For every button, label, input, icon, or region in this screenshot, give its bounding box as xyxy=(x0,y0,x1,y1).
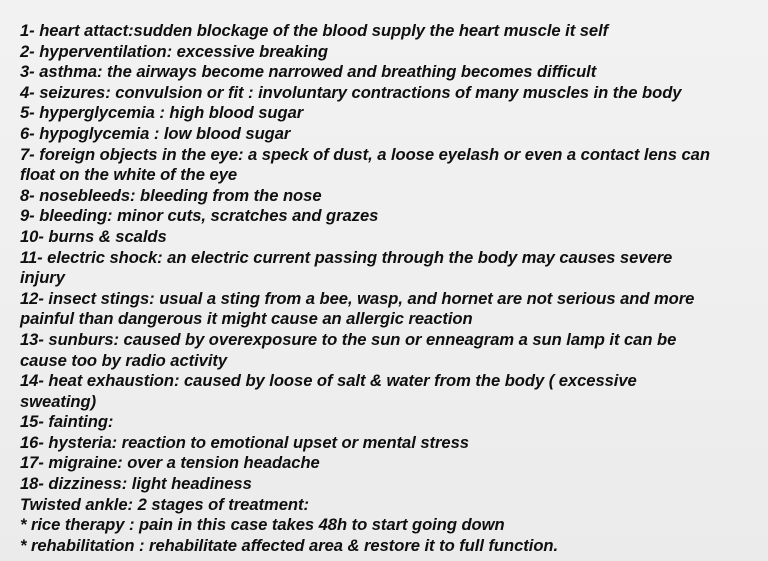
note-line: 14- heat exhaustion: caused by loose of salt & water from the body ( excessive xyxy=(20,371,637,391)
note-line: 5- hyperglycemia : high blood sugar xyxy=(20,103,304,123)
note-line: * rehabilitation : rehabilitate affected area & restore it to full function. xyxy=(20,535,559,555)
note-line: 6- hypoglycemia : low blood sugar xyxy=(20,123,291,143)
note-line: 11- electric shock: an electric current passing through the body may causes severe xyxy=(20,247,673,267)
note-line: cause too by radio activity xyxy=(20,350,228,370)
note-line: 4- seizures: convulsion or fit : involuntary contractions of many muscles in the body xyxy=(20,82,682,102)
note-line: 7- foreign objects in the eye: a speck of dust, a loose eyelash or even a contact lens can xyxy=(20,144,710,164)
note-line: float on the white of the eye xyxy=(20,165,238,185)
note-line: 10- burns & scalds xyxy=(20,226,167,246)
note-line: 8- nosebleeds: bleeding from the nose xyxy=(20,185,322,205)
note-line: 3- asthma: the airways become narrowed and breathing becomes difficult xyxy=(20,62,597,82)
note-line: 9- bleeding: minor cuts, scratches and grazes xyxy=(20,206,379,226)
note-line: 1- heart attact:sudden blockage of the blood supply the heart muscle it self xyxy=(20,21,609,40)
note-line: sweating) xyxy=(20,391,97,411)
note-line: 15- fainting: xyxy=(20,412,114,432)
note-line: 16- hysteria: reaction to emotional upset or mental stress xyxy=(20,432,469,452)
note-line: 12- insect stings: usual a sting from a bee, wasp, and hornet are not serious and more xyxy=(20,288,695,308)
note-line: * rice therapy : pain in this case takes 48h to start going down xyxy=(20,515,505,535)
note-line: 18- dizziness: light headiness xyxy=(20,474,252,494)
note-line: 13- sunburs: caused by overexposure to the sun or enneagram a sun lamp it can be xyxy=(20,329,677,349)
note-line: 17- migraine: over a tension headache xyxy=(20,453,320,473)
note-line: 2- hyperventilation: excessive breaking xyxy=(20,41,328,61)
note-line: painful than dangerous it might cause an allergic reaction xyxy=(20,309,473,329)
note-line: injury xyxy=(20,268,65,288)
note-line: Twisted ankle: 2 stages of treatment: xyxy=(20,494,309,514)
